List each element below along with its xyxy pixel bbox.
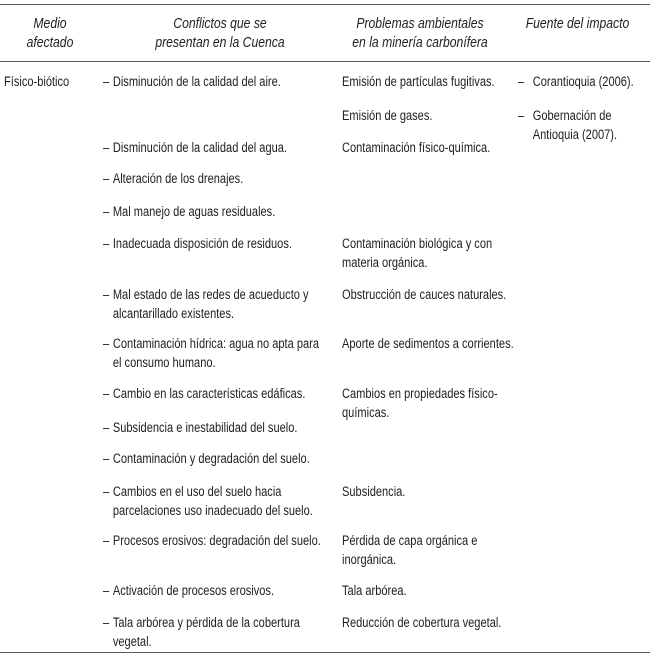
conflicto-line: Mal estado de las redes de acueducto y [112, 287, 309, 302]
problema-item [342, 531, 477, 569]
conflicto-line: Cambios en el uso del suelo hacia [112, 484, 282, 499]
fuente-line: Antioquia (2007). [532, 127, 618, 142]
header-medio-afectado [8, 15, 92, 53]
conflicto-line: Cambio en las características edáficas. [112, 386, 306, 401]
medio-text: Físico-biótico [4, 74, 70, 89]
conflicto-line: el consumo humano. [112, 355, 216, 370]
conflicto-line: parcelaciones uso inadecuado del suelo. [112, 503, 313, 518]
problema-item [342, 334, 514, 353]
conflicto-line: Subsidencia e inestabilidad del suelo. [112, 420, 298, 435]
problema-item [342, 72, 495, 91]
dash-glyph: – [103, 386, 110, 401]
problema-line: inorgánica. [342, 552, 397, 567]
conflicto-line: Disminución de la calidad del aire. [112, 74, 281, 89]
header-line: presentan en la Cuenca [155, 35, 285, 51]
problema-item [342, 138, 490, 157]
problema-item [342, 285, 506, 304]
header-fuente [517, 15, 639, 34]
problema-item [342, 234, 492, 272]
table-top-rule [0, 4, 650, 5]
header-line: Medio [33, 16, 67, 32]
problema-line: Subsidencia. [342, 484, 406, 499]
problema-line: Contaminación físico-química. [342, 140, 491, 155]
problema-line: materia orgánica. [342, 255, 428, 270]
problema-line: químicas. [342, 405, 390, 420]
header-line: en la minería carbonífera [352, 35, 488, 51]
dash-glyph: – [103, 420, 110, 435]
conflicto-line: Inadecuada disposición de residuos. [112, 236, 292, 251]
problema-item [342, 482, 405, 501]
problema-line: Tala arbórea. [342, 583, 407, 598]
conflicto-line: Mal manejo de aguas residuales. [112, 204, 276, 219]
dash-glyph: – [103, 533, 110, 548]
dash-glyph: – [103, 171, 110, 186]
conflicto-line: Tala arbórea y pérdida de la cobertura [112, 615, 300, 630]
problema-line: Obstrucción de cauces naturales. [342, 287, 507, 302]
dash-glyph: – [103, 74, 110, 89]
conflicto-line: Activación de procesos erosivos. [112, 583, 275, 598]
problema-item [342, 613, 501, 632]
problema-line: Contaminación biológica y con [342, 236, 493, 251]
dash-glyph: – [103, 484, 110, 499]
problema-line: Cambios en propiedades físico- [342, 386, 498, 401]
conflicto-line: Contaminación hídrica: agua no apta para [112, 336, 320, 351]
conflicto-line: Procesos erosivos: degradación del suelo. [112, 533, 321, 548]
header-line: Problemas ambientales [356, 16, 484, 32]
header-conflictos [119, 15, 321, 53]
dash-glyph: – [103, 615, 110, 630]
header-problemas [344, 15, 495, 53]
dash-glyph: – [103, 140, 110, 155]
problema-item [342, 384, 498, 422]
dash-glyph: – [518, 74, 525, 89]
dash-glyph: – [103, 583, 110, 598]
header-line: Fuente del impacto [525, 16, 630, 32]
fuente-line: Corantioquia (2006). [532, 74, 634, 89]
conflicto-line: Disminución de la calidad del agua. [112, 140, 288, 155]
dash-glyph: – [103, 451, 110, 466]
problema-line: Emisión de gases. [342, 108, 433, 123]
problema-item [342, 581, 407, 600]
dash-glyph: – [103, 287, 110, 302]
dash-glyph: – [518, 108, 525, 123]
dash-glyph: – [103, 236, 110, 251]
header-line: afectado [26, 35, 74, 51]
medio-cell [4, 72, 69, 91]
header-line: Conflictos que se [173, 16, 267, 32]
table-bottom-rule [0, 652, 650, 653]
dash-glyph: – [103, 336, 110, 351]
problema-item [342, 106, 432, 125]
problema-line: Pérdida de capa orgánica e [342, 533, 478, 548]
header-bottom-rule [0, 61, 650, 62]
conflicto-line: alcantarillado existentes. [112, 306, 235, 321]
conflicto-line: vegetal. [112, 634, 152, 649]
conflicto-line: Contaminación y degradación del suelo. [112, 451, 310, 466]
fuente-line: Gobernación de [532, 108, 612, 123]
conflicto-line: Alteración de los drenajes. [112, 171, 244, 186]
problema-line: Aporte de sedimentos a corrientes. [342, 336, 514, 351]
dash-glyph: – [103, 204, 110, 219]
problema-line: Emisión de partículas fugitivas. [342, 74, 495, 89]
problema-line: Reducción de cobertura vegetal. [342, 615, 502, 630]
